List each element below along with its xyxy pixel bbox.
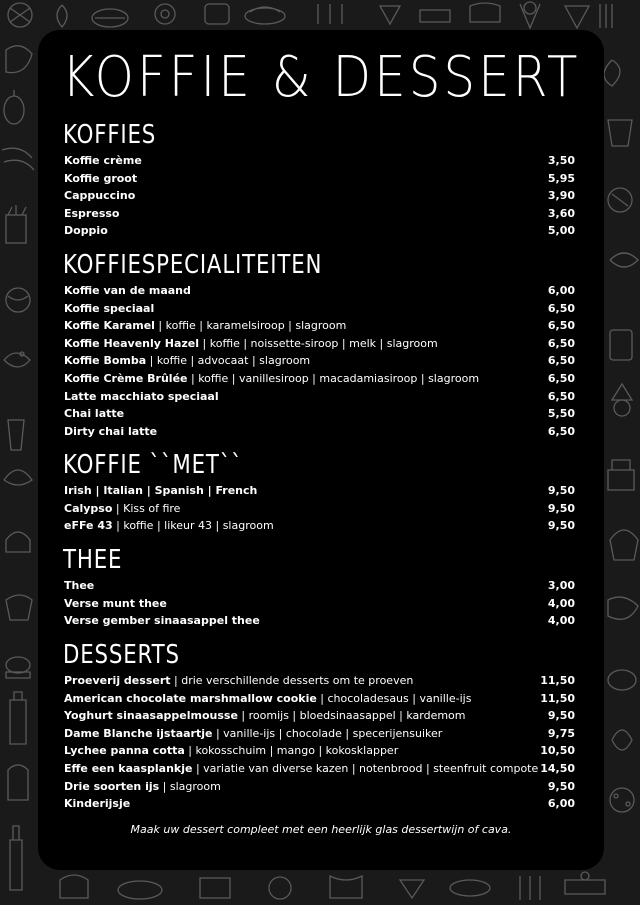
menu-item-price: 5,95 (547, 171, 575, 185)
menu-item-name: Proeverij dessert (64, 674, 171, 687)
menu-item-name: Verse munt thee (64, 596, 167, 610)
footer-note: Maak uw dessert compleet met een heerlijk glas dessertwijn of cava. (130, 823, 512, 836)
section-heading: THEE (63, 545, 123, 575)
menu-item-name: Thee (64, 579, 95, 592)
menu-item-price: 9,50 (547, 779, 575, 793)
section-heading: DESSERTS (63, 640, 180, 670)
menu-item-name: Koffie Karamel (64, 319, 155, 333)
menu-item-price: 4,00 (547, 596, 575, 610)
menu-item-price: 14,50 (540, 762, 575, 775)
menu-item-description: | kokosschuim | mango | kokosklapper (184, 744, 399, 758)
menu-item (64, 388, 575, 405)
menu-item-price: 6,50 (547, 336, 575, 350)
menu-item-label (64, 780, 221, 793)
menu-item-label (64, 407, 124, 420)
menu-item (64, 205, 575, 222)
menu-item-price: 11,50 (540, 674, 575, 687)
menu-item (64, 335, 575, 352)
menu-item-name: Dame Blanche ijstaartje (64, 726, 213, 740)
menu-title: KOFFIE & DESSERT (61, 44, 581, 110)
menu-item (64, 577, 575, 594)
menu-item-name: Effe een kaasplankje (64, 762, 193, 775)
menu-item-price: 9,50 (547, 519, 575, 533)
menu-item-label (64, 597, 167, 610)
menu-item-name: Chai latte (64, 407, 125, 421)
menu-item (64, 500, 575, 517)
menu-item-label (64, 579, 94, 592)
menu-item (64, 595, 575, 612)
menu-item (64, 517, 575, 534)
menu-item (64, 370, 575, 387)
menu-item-name: Koffie van de maand (64, 284, 191, 297)
menu-item-description: | drie verschillende desserts om te proeven (170, 674, 414, 687)
menu-item-label (64, 797, 130, 810)
menu-item-description: | koffie | karamelsiroop | slagroom (154, 319, 347, 333)
menu-item-name: Koffie crème (64, 154, 142, 167)
menu-item-price: 11,50 (540, 691, 575, 705)
menu-item-label (64, 372, 479, 385)
menu-item (64, 482, 575, 499)
menu-item-description: | koffie | noissette-siroop | melk | slagroom (199, 336, 438, 350)
menu-item-price: 3,90 (547, 189, 575, 203)
menu-item-name: Drie soorten ijs (64, 779, 160, 793)
menu-item (64, 423, 575, 440)
menu-item-price: 6,50 (547, 389, 575, 403)
menu-item (64, 187, 575, 204)
menu-item-description: | chocoladesaus | vanille-ijs (316, 691, 472, 705)
menu-item-label (64, 744, 398, 757)
menu-item-label (64, 337, 438, 350)
menu-item-label (64, 319, 346, 332)
menu-item-name: Koffie Crème Brûlée (64, 372, 188, 385)
menu-item-description: | slagroom (159, 779, 221, 793)
menu-item-label (64, 692, 471, 705)
menu-item-name: Yoghurt sinaasappelmousse (64, 709, 238, 723)
menu-item-label (64, 484, 257, 497)
menu-item-label (64, 207, 119, 220)
menu-item-price: 9,75 (547, 726, 575, 740)
menu-item (64, 760, 575, 777)
menu-item (64, 795, 575, 812)
menu-item (64, 672, 575, 689)
menu-item-price: 9,50 (547, 484, 575, 497)
menu-item-price: 5,50 (547, 407, 575, 421)
menu-item-label (64, 727, 442, 740)
menu-item-name: Espresso (64, 206, 120, 220)
menu-item-description: | roomijs | bloedsinaasappel | kardemom (237, 709, 466, 723)
menu-item-price: 6,50 (547, 354, 575, 368)
menu-item-name: eFFe 43 (64, 519, 113, 533)
menu-item-price: 6,00 (547, 797, 575, 811)
menu-item-name: Calypso (64, 501, 113, 515)
menu-item (64, 170, 575, 187)
menu-item (64, 612, 575, 629)
menu-item-name: Koffie Bomba (64, 354, 147, 368)
menu-item-price: 4,00 (547, 614, 575, 628)
menu-item-name: Latte macchiato speciaal (64, 389, 219, 403)
menu-item-name: Doppio (64, 224, 108, 238)
menu-item-price: 3,50 (547, 154, 575, 167)
menu-item-name: Koffie Heavenly Hazel (64, 336, 200, 350)
menu-item (64, 282, 575, 299)
menu-item-price: 6,50 (547, 424, 575, 438)
menu-item-name: Cappuccino (64, 189, 136, 203)
menu-item (64, 300, 575, 317)
menu-item (64, 317, 575, 334)
menu-item (64, 778, 575, 795)
menu-item-price: 3,60 (547, 206, 575, 220)
menu-item-label (64, 519, 274, 532)
menu-item-label (64, 614, 260, 627)
menu-item (64, 405, 575, 422)
menu-item (64, 742, 575, 759)
menu-item-price: 10,50 (540, 744, 575, 758)
menu-item-price: 6,50 (547, 319, 575, 333)
menu-item-price: 9,50 (547, 709, 575, 723)
menu-item-name: Lychee panna cotta (64, 744, 185, 758)
section-heading: KOFFIE ``MET`` (63, 450, 243, 480)
menu-item-label (64, 154, 142, 167)
menu-item-name: Kinderijsje (64, 797, 131, 811)
menu-item-label (64, 390, 219, 403)
menu-item-label (64, 425, 157, 438)
menu-item-name: Koffie groot (64, 171, 138, 185)
menu-item (64, 352, 575, 369)
menu-item-label (64, 284, 191, 297)
menu-item-label (64, 762, 538, 775)
menu-item-label (64, 709, 466, 722)
section-heading: KOFFIES (63, 120, 157, 150)
menu-item (64, 152, 575, 169)
menu-item-label (64, 302, 154, 315)
menu-item (64, 725, 575, 742)
menu-item-price: 6,50 (547, 301, 575, 315)
menu-item-price: 6,50 (547, 372, 575, 385)
menu-item (64, 690, 575, 707)
menu-item-label (64, 189, 135, 202)
menu-item-name: Irish | Italian | Spanish | French (64, 484, 258, 497)
menu-item-name: Dirty chai latte (64, 424, 158, 438)
menu-item-name: Koffie speciaal (64, 301, 155, 315)
menu-item-label (64, 674, 413, 687)
menu-item (64, 707, 575, 724)
menu-item (64, 222, 575, 239)
menu-item-description: | koffie | vanillesiroop | macadamiasiroop | slagroom (187, 372, 480, 385)
menu-item-label (64, 502, 180, 515)
menu-item-description: | vanille-ijs | chocolade | specerijensuiker (212, 726, 443, 740)
menu-item-description: | Kiss of fire (112, 501, 181, 515)
menu-item-price: 5,00 (547, 224, 575, 238)
menu-item-label (64, 224, 108, 237)
menu-item-price: 6,00 (547, 284, 575, 297)
menu-item-name: American chocolate marshmallow cookie (64, 691, 317, 705)
menu-item-name: Verse gember sinaasappel thee (64, 614, 260, 628)
menu-item-label (64, 354, 310, 367)
menu-item-price: 9,50 (547, 501, 575, 515)
section-heading: KOFFIESPECIALITEITEN (63, 250, 323, 280)
menu-item-description: | variatie van diverse kazen | notenbrood | steenfruit compote (192, 762, 539, 775)
menu-item-label (64, 172, 137, 185)
menu-item-description: | koffie | likeur 43 | slagroom (112, 519, 274, 533)
menu-item-description: | koffie | advocaat | slagroom (146, 354, 311, 368)
menu-item-price: 3,00 (547, 579, 575, 592)
